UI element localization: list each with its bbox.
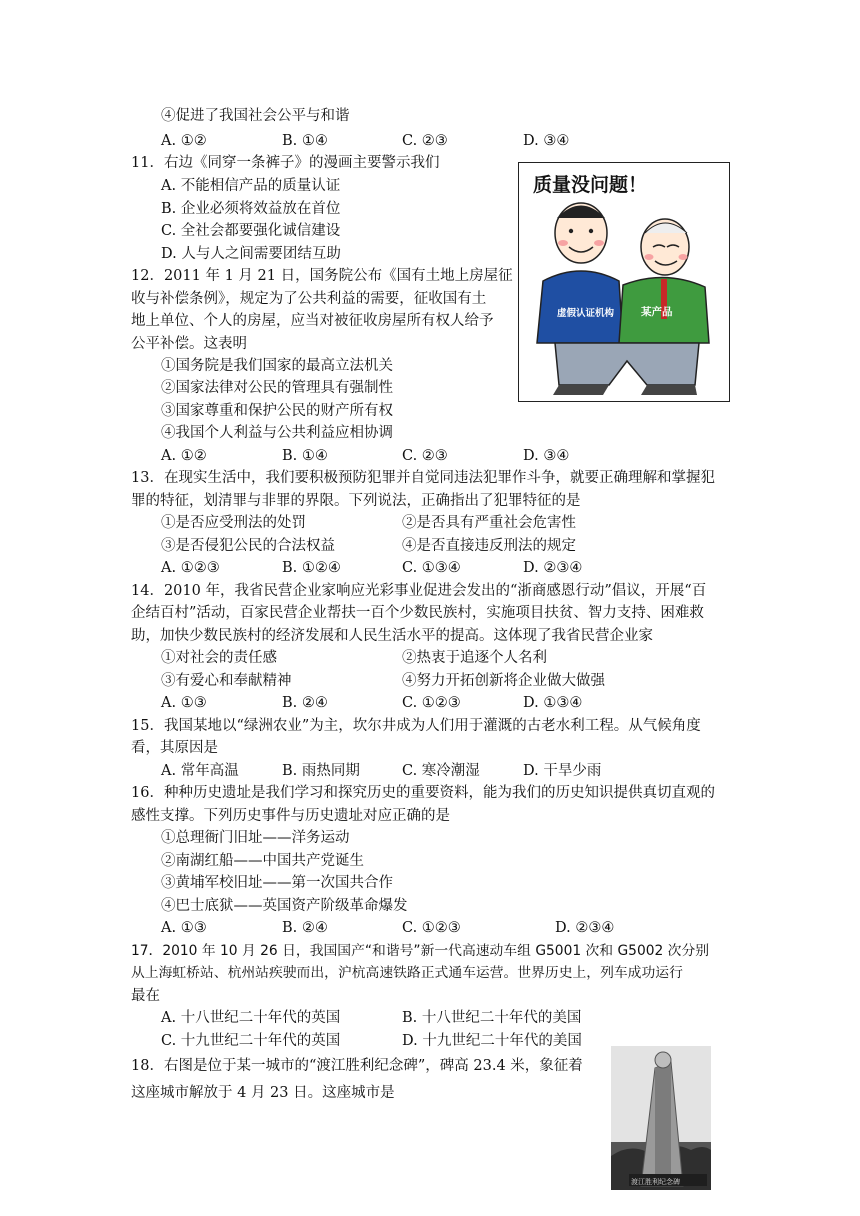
option-d: D. 干旱少雨 [523,763,602,779]
option-b: B. ①④ [282,448,328,464]
option-b: B. ①②④ [282,560,341,576]
right-label: 某产品 [641,306,673,318]
item-text: ①国务院是我们国家的最高立法机关 [161,358,393,374]
option-c: C. ②③ [402,448,448,464]
option-c: C. 全社会都要强化诚信建设 [161,223,341,239]
option-a: A. ①③ [161,920,207,936]
option-b: B. 企业必须将效益放在首位 [161,201,341,217]
option-d: D. ②③④ [555,920,615,936]
item-text: ①对社会的责任感 [161,650,277,666]
question-15-stem: 15．我国某地以“绿洲农业”为主，坎尔井成为人们用于灌溉的古老水利工程。从气候角度 [131,718,701,734]
option-b: B. ②④ [282,920,328,936]
cartoon-illustration [518,162,730,402]
item-text: ①总理衙门旧址——洋务运动 [161,830,350,846]
speech-text: 质量没问题！ [533,174,648,196]
question-14-stem: 企结百村”活动，百家民营企业帮扶一百个少数民族村，实施项目扶贫、智力支持、困难救 [131,605,704,621]
option-a: A. ①② [161,133,207,149]
question-16-stem: 16．种种历史遗址是我们学习和探究历史的重要资料，能为我们的历史知识提供真切直观的 [131,785,715,801]
item-text: ②热衷于追逐个人名利 [402,650,547,666]
question-15-stem: 看，其原因是 [131,740,218,756]
option-a: A. 常年高温 [161,763,239,779]
monument-photo [611,1046,711,1190]
question-17-stem: 从上海虹桥站、杭州站疾驶而出，沪杭高速铁路正式通车运营。世界历史上，列车成功运行 [131,965,683,981]
option-d: D. ③④ [523,133,570,149]
question-17-stem: 最在 [131,988,160,1004]
item-text: ③是否侵犯公民的合法权益 [161,538,335,554]
item-text: ④促进了我国社会公平与和谐 [161,108,350,124]
question-12-stem: 地上单位、个人的房屋，应当对被征收房屋所有权人给予 [131,313,494,329]
option-c: C. 寒冷潮湿 [402,763,480,779]
item-text: ③有爱心和奉献精神 [161,673,292,689]
question-11-stem: 11．右边《同穿一条裤子》的漫画主要警示我们 [131,155,440,171]
item-text: ④我国个人利益与公共利益应相协调 [161,425,393,441]
question-16-stem: 感性支撑。下列历史事件与历史遗址对应正确的是 [131,808,450,824]
item-text: ③黄埔军校旧址——第一次国共合作 [161,875,393,891]
option-b: B. ①④ [282,133,328,149]
item-text: ①是否应受刑法的处罚 [161,515,306,531]
option-d: D. ①③④ [523,695,583,711]
question-18-stem: 18．右图是位于某一城市的“渡江胜利纪念碑”，碑高 23.4 米，象征着 [131,1058,583,1074]
option-c: C. ①③④ [402,560,461,576]
option-c: C. 十九世纪二十年代的英国 [161,1033,341,1049]
option-c: C. ①②③ [402,695,461,711]
option-d: D. 人与人之间需要团结互助 [161,246,341,262]
item-text: ④是否直接违反刑法的规定 [402,538,576,554]
question-17-stem: 17．2010 年 10 月 26 日，我国国产“和谐号”新一代高速动车组 G5001 次和 G5002 次分别 [131,943,710,959]
monument-caption: 渡江胜利纪念碑 [631,1178,680,1186]
item-text: ②国家法律对公民的管理具有强制性 [161,380,393,396]
item-text: ④努力开拓创新将企业做大做强 [402,673,605,689]
item-text: ②南湖红船——中国共产党诞生 [161,853,364,869]
item-text: ②是否具有严重社会危害性 [402,515,576,531]
option-a: A. ①③ [161,695,207,711]
question-12-stem: 收与补偿条例》，规定为了公共利益的需要，征收国有土 [131,291,487,307]
option-c: C. ①②③ [402,920,461,936]
option-d: D. ②③④ [523,560,583,576]
question-13-stem: 13．在现实生活中，我们要积极预防犯罪并自觉同违法犯罪作斗争，就要正确理解和掌握犯 [131,470,715,486]
monument-svg [611,1046,711,1190]
option-a: A. ①②③ [161,560,220,576]
left-label: 虚假认证机构 [557,308,615,319]
cartoon-svg [519,163,729,401]
option-d: D. 十九世纪二十年代的美国 [402,1033,582,1049]
option-b: B. ②④ [282,695,328,711]
question-12-stem: 12．2011 年 1 月 21 日，国务院公布《国有土地上房屋征 [131,268,513,284]
question-14-stem: 助，加快少数民族村的经济发展和人民生活水平的提高。这体现了我省民营企业家 [131,628,653,644]
option-a: A. ①② [161,448,207,464]
option-c: C. ②③ [402,133,448,149]
question-12-stem: 公平补偿。这表明 [131,336,247,352]
option-a: A. 十八世纪二十年代的英国 [161,1010,341,1026]
option-a: A. 不能相信产品的质量认证 [161,178,341,194]
question-13-stem: 罪的特征，划清罪与非罪的界限。下列说法，正确指出了犯罪特征的是 [131,493,581,509]
question-18-stem: 这座城市解放于 4 月 23 日。这座城市是 [131,1085,395,1101]
option-b: B. 雨热同期 [282,763,360,779]
question-14-stem: 14．2010 年，我省民营企业家响应光彩事业促进会发出的“浙商感恩行动”倡议，开展“百 [131,583,707,599]
option-d: D. ③④ [523,448,570,464]
item-text: ③国家尊重和保护公民的财产所有权 [161,403,393,419]
item-text: ④巴士底狱——英国资产阶级革命爆发 [161,898,408,914]
option-b: B. 十八世纪二十年代的美国 [402,1010,582,1026]
